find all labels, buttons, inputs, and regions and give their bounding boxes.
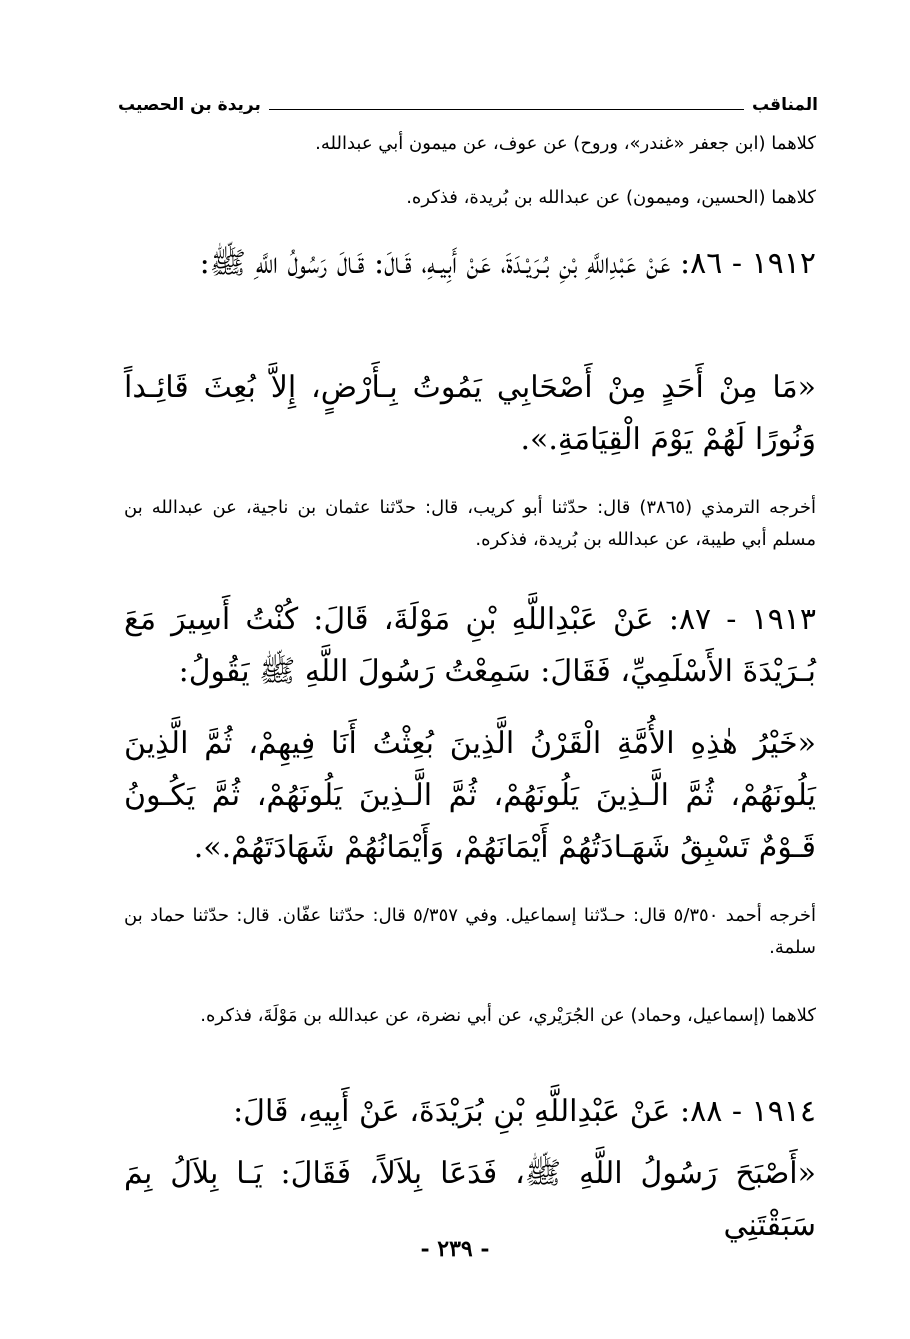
hadith-heading-1913: ١٩١٣ - ٨٧: عَنْ عَبْدِاللَّهِ بْنِ مَوْلَةَ، قَالَ: كُنْتُ أَسِيرَ مَعَ بُـرَيْدَةَ الأَسْلَمِيِّ، فَقَالَ: سَمِعْتُ رَسُولَ اللَّهِ ﷺ يَقُولُ: <box>124 602 816 689</box>
header-chapter-title: بريدة بن الحصيب <box>118 95 261 115</box>
running-header <box>118 88 818 116</box>
takhrij-note-1912: أخرجه الترمذي (٣٨٦٥) قال: حدّثنا أبو كريب، قال: حدّثنا عثمان بن ناجية، عن عبدالله بن مسلم أبي طيبة، عن عبدالله بن بُريدة، فذكره. <box>124 497 816 550</box>
header-section-title: المناقب <box>751 95 818 115</box>
narrator-chain-note: كلاهما (إسماعيل، وحماد) عن الجُرَيْري، عن أبي نضرة، عن عبدالله بن مَوْلَةَ، فذكره. <box>200 1005 816 1026</box>
narrator-chain-note: كلاهما (الحسين، وميمون) عن عبدالله بن بُريدة، فذكره. <box>406 187 816 208</box>
hadith-text-1914: «أَصْبَحَ رَسُولُ اللَّهِ ﷺ، فَدَعَا بِلاَلاً، فَقَالَ: يَـا بِلاَلُ بِمَ سَبَقْتَنِي <box>124 1156 816 1243</box>
takhrij-note-1913: أخرجه أحمد ٥/٣٥٠ قال: حـدّثنا إسماعيل. وفي ٥/٣٥٧ قال: حدّثنا عفّان. قال: حدّثنا حماد بن سلمة. <box>124 905 816 958</box>
hadith-text-1913: «خَيْرُ هٰذِهِ الأُمَّةِ الْقَرْنُ الَّذِينَ بُعِثْتُ أَنَا فِيهِمْ، ثُمَّ الَّذِينَ يَلُونَهُمْ، ثُمَّ الَّـذِينَ يَلُونَهُمْ، ثُمَّ الَّـذِينَ يَلُونَهُمْ، ثُمَّ يَكُـونُ قَـوْمٌ تَسْبِقُ شَهَـادَتُهُمْ أَيْمَانَهُمْ، وَأَيْمَانُهُمْ شَهَادَتَهُمْ.». <box>124 726 816 865</box>
header-rule <box>269 109 744 110</box>
hadith-heading-1912: ١٩١٢ - ٨٦: عَنْ عَبْدِاللَّهِ بْنِ بُـرَيْـدَةَ، عَنْ أَبِيـهِ، قَـالَ: قَـالَ رَسُولُ اللَّهِ ﷺ: <box>199 246 816 281</box>
hadith-text-1912: «مَا مِنْ أَحَدٍ مِنْ أَصْحَابِي يَمُوتُ بِـأَرْضٍ، إِلاَّ بُعِثَ قَائِـداً وَنُورًا لَهُمْ يَوْمَ الْقِيَامَةِ.». <box>124 370 816 457</box>
hadith-heading-1914: ١٩١٤ - ٨٨: عَنْ عَبْدِاللَّهِ بْنِ بُرَيْدَةَ، عَنْ أَبِيهِ، قَالَ: <box>233 1094 816 1129</box>
narrator-chain-note: كلاهما (ابن جعفر «غندر»، وروح) عن عوف، عن ميمون أبي عبدالله. <box>315 133 816 154</box>
page-number: - ٢٣٩ - <box>420 1236 490 1262</box>
